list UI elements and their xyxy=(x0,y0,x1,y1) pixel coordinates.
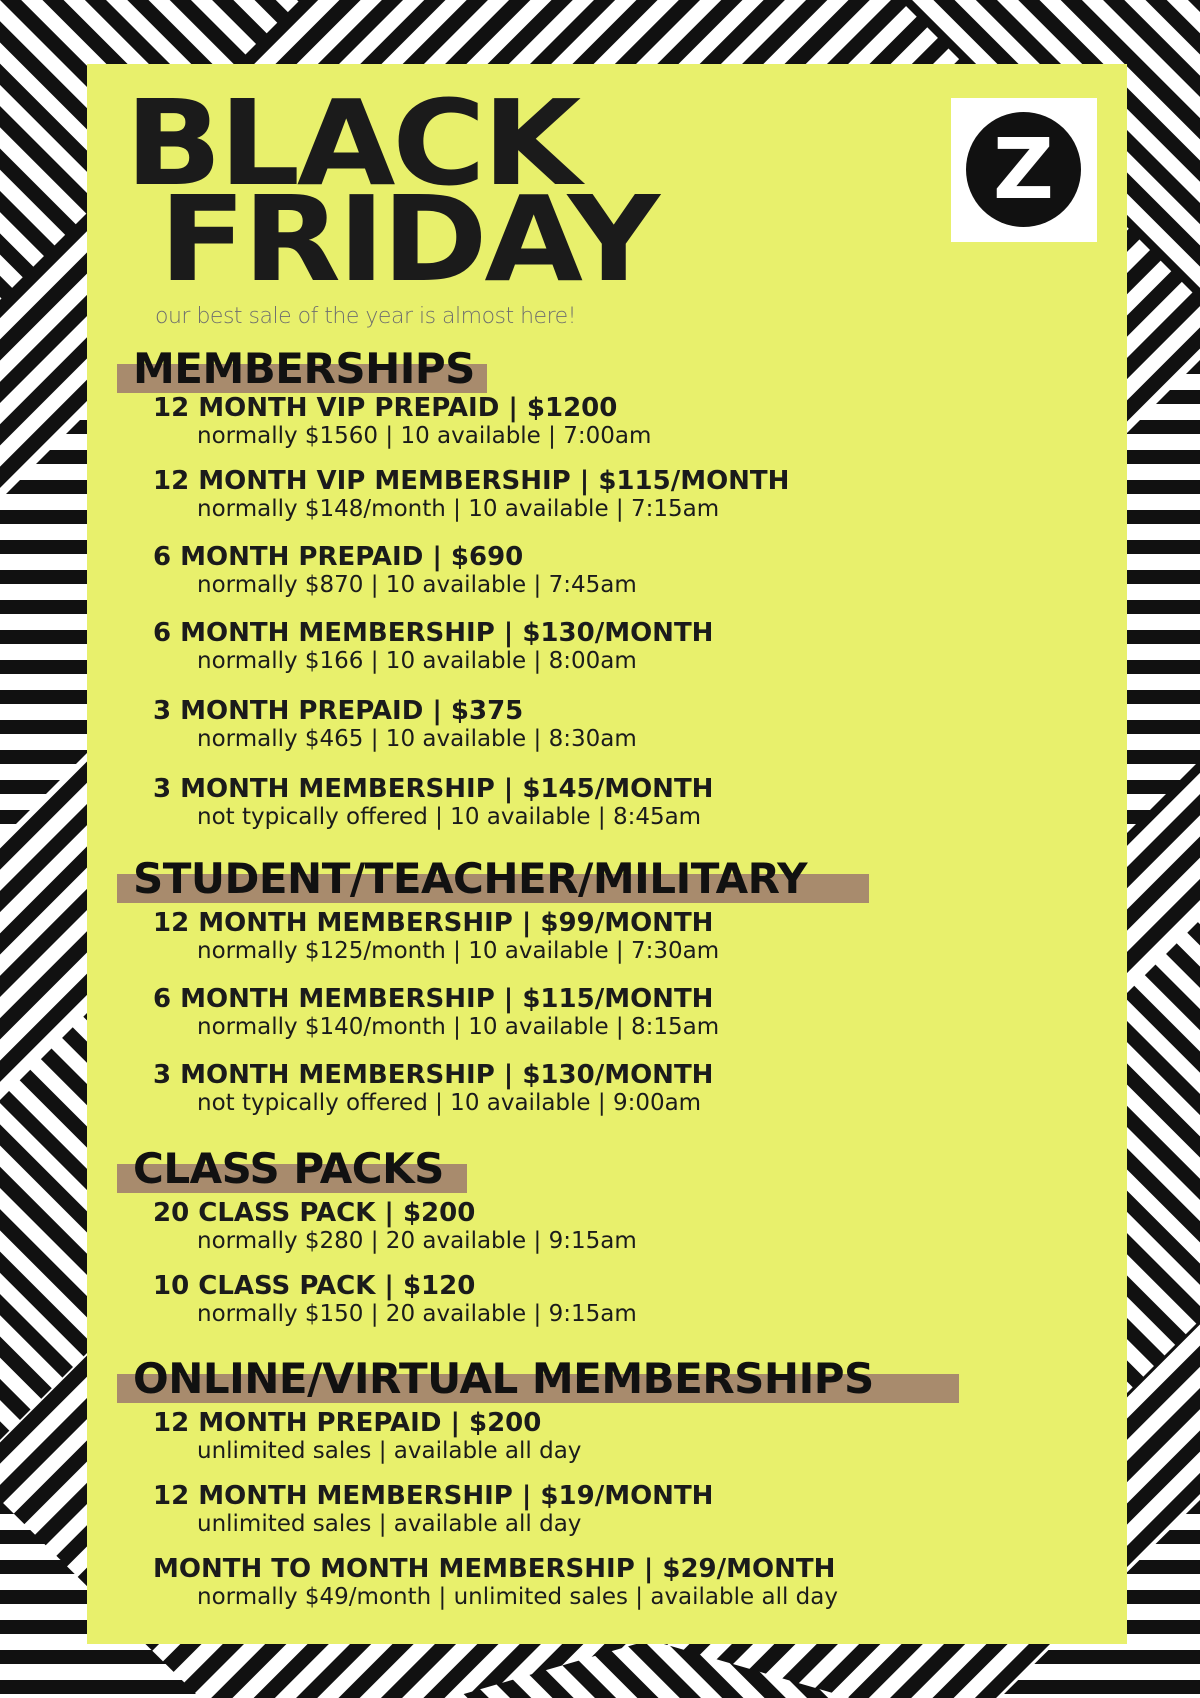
item-detail: not typically offered | 10 available | 9:00am xyxy=(197,1090,702,1116)
section-heading xyxy=(117,1354,874,1404)
section-title: ONLINE/VIRTUAL MEMBERSHIPS xyxy=(133,1354,874,1403)
flyer-panel xyxy=(87,64,1127,1644)
item-detail: normally $140/month | 10 available | 8:15am xyxy=(197,1014,720,1040)
item-detail: normally $125/month | 10 available | 7:30am xyxy=(197,938,720,964)
list-item xyxy=(117,697,789,753)
list-item xyxy=(117,543,789,599)
list-item xyxy=(117,619,789,675)
list-item xyxy=(117,394,789,450)
section-title: STUDENT/TEACHER/MILITARY xyxy=(133,854,808,903)
list-item xyxy=(117,1272,637,1328)
item-title: 3 MONTH MEMBERSHIP | $130/MONTH xyxy=(153,1060,714,1090)
section-heading xyxy=(117,1144,637,1194)
title-friday: FRIDAY xyxy=(159,170,657,308)
item-title: 3 MONTH PREPAID | $375 xyxy=(153,696,524,726)
list-item xyxy=(117,775,789,831)
item-detail: unlimited sales | available all day xyxy=(197,1438,582,1464)
item-title: 3 MONTH MEMBERSHIP | $145/MONTH xyxy=(153,774,714,804)
brand-logo xyxy=(951,98,1097,242)
item-list xyxy=(117,394,789,831)
item-title: 12 MONTH MEMBERSHIP | $19/MONTH xyxy=(153,1481,714,1511)
item-detail: normally $166 | 10 available | 8:00am xyxy=(197,648,637,674)
list-item xyxy=(117,1061,807,1117)
logo-letter: Z xyxy=(993,120,1054,218)
list-item xyxy=(117,1482,874,1538)
list-item xyxy=(117,1199,637,1255)
item-title: MONTH TO MONTH MEMBERSHIP | $29/MONTH xyxy=(153,1554,836,1584)
item-title: 6 MONTH MEMBERSHIP | $115/MONTH xyxy=(153,984,714,1014)
item-title: 6 MONTH PREPAID | $690 xyxy=(153,542,524,572)
section-title: CLASS PACKS xyxy=(133,1144,444,1193)
item-detail: normally $148/month | 10 available | 7:15am xyxy=(197,496,720,522)
section-class-packs xyxy=(117,1144,637,1328)
item-detail: normally $870 | 10 available | 7:45am xyxy=(197,572,637,598)
circle-z-logo-icon xyxy=(966,112,1081,227)
item-detail: normally $465 | 10 available | 8:30am xyxy=(197,726,637,752)
item-detail: normally $49/month | unlimited sales | available all day xyxy=(197,1584,838,1610)
item-title: 12 MONTH PREPAID | $200 xyxy=(153,1408,542,1438)
item-list xyxy=(117,909,807,1117)
item-detail: normally $1560 | 10 available | 7:00am xyxy=(197,423,652,449)
list-item xyxy=(117,467,789,523)
item-title: 12 MONTH MEMBERSHIP | $99/MONTH xyxy=(153,908,714,938)
item-title: 20 CLASS PACK | $200 xyxy=(153,1198,476,1228)
item-list xyxy=(117,1409,874,1611)
item-title: 12 MONTH VIP PREPAID | $1200 xyxy=(153,393,618,423)
item-detail: normally $280 | 20 available | 9:15am xyxy=(197,1228,637,1254)
item-detail: unlimited sales | available all day xyxy=(197,1511,582,1537)
item-title: 10 CLASS PACK | $120 xyxy=(153,1271,476,1301)
section-student-teacher-military xyxy=(117,854,807,1117)
title-black: BLACK xyxy=(125,74,579,212)
list-item xyxy=(117,1555,874,1611)
section-title: MEMBERSHIPS xyxy=(133,344,475,393)
item-title: 12 MONTH VIP MEMBERSHIP | $115/MONTH xyxy=(153,466,790,496)
item-list xyxy=(117,1199,637,1328)
item-title: 6 MONTH MEMBERSHIP | $130/MONTH xyxy=(153,618,714,648)
section-memberships xyxy=(117,344,789,831)
list-item xyxy=(117,985,807,1041)
tagline: our best sale of the year is almost here! xyxy=(155,304,577,329)
section-heading xyxy=(117,854,807,904)
section-heading xyxy=(117,344,789,394)
list-item xyxy=(117,1409,874,1465)
section-online-virtual-memberships xyxy=(117,1354,874,1611)
item-detail: normally $150 | 20 available | 9:15am xyxy=(197,1301,637,1327)
list-item xyxy=(117,909,807,965)
item-detail: not typically offered | 10 available | 8:45am xyxy=(197,804,702,830)
